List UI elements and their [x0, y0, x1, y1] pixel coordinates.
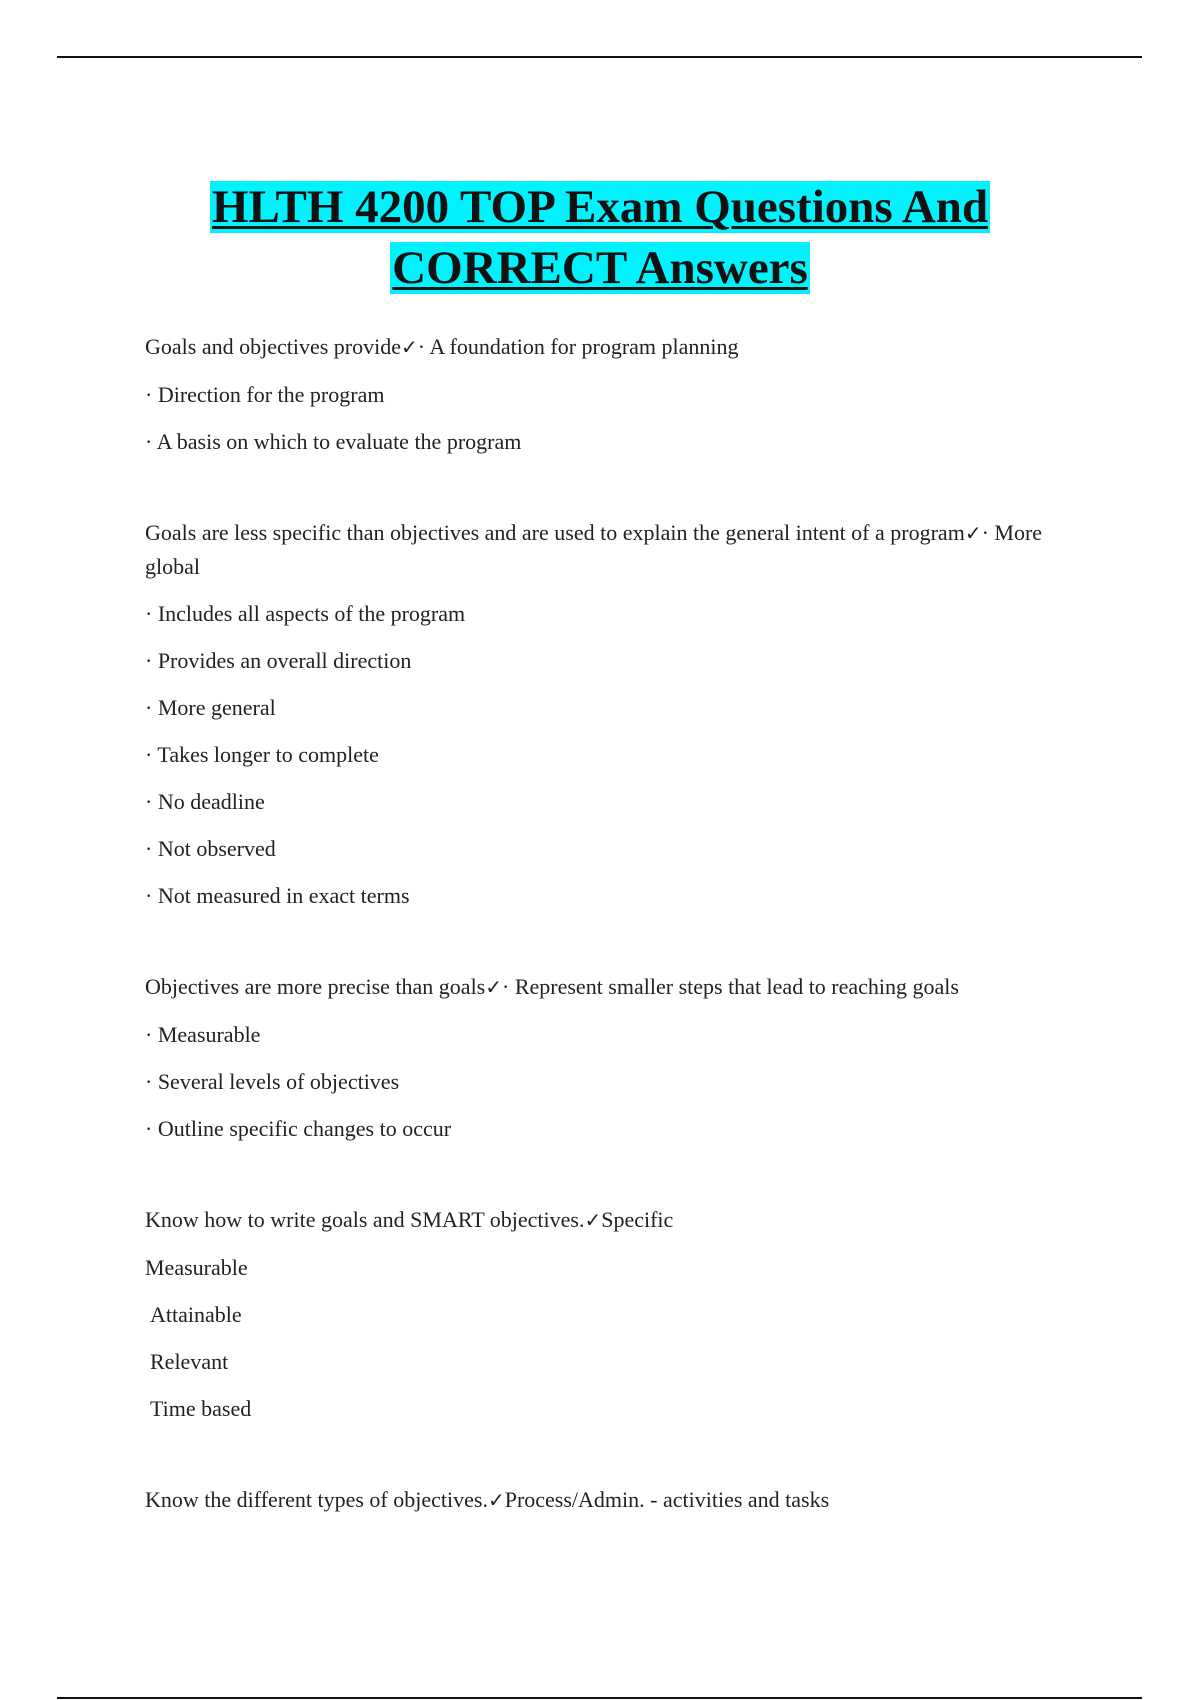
- check-mark-icon: ✓: [964, 521, 982, 545]
- check-mark-icon: ✓: [401, 335, 418, 359]
- qa-block: [145, 330, 1075, 458]
- question-line: [145, 330, 1075, 364]
- page-title: [0, 177, 1200, 299]
- answer-line: · Includes all aspects of the program: [145, 601, 466, 626]
- qa-block: [145, 1203, 1075, 1425]
- answer-line: · Direction for the program: [145, 382, 385, 407]
- answer-start: · A foundation for program planning: [417, 334, 739, 359]
- question-text: Goals are less specific than objectives and are used to explain the general intent of a program: [145, 520, 965, 545]
- question-text: Objectives are more precise than goals: [145, 974, 486, 999]
- answer-line: · No deadline: [145, 789, 265, 814]
- qa-block: [145, 970, 1075, 1145]
- answer-line: · Not observed: [145, 836, 276, 861]
- answer-start: Specific: [601, 1207, 674, 1232]
- question-line: [145, 1203, 1075, 1237]
- answer-line: Attainable: [150, 1302, 242, 1327]
- question-line: [145, 1483, 1075, 1517]
- answer-line: · Provides an overall direction: [145, 648, 412, 673]
- question-text: Know the different types of objectives.: [145, 1487, 488, 1512]
- answer-line: Time based: [150, 1396, 252, 1421]
- answer-line: · A basis on which to evaluate the program: [145, 429, 522, 454]
- answer-line: · Several levels of objectives: [145, 1069, 400, 1094]
- answer-start: · Represent smaller steps that lead to reaching goals: [502, 974, 959, 999]
- header-rule: [57, 56, 1142, 58]
- question-line: [145, 970, 1075, 1004]
- answer-line: Measurable: [145, 1255, 248, 1280]
- check-mark-icon: ✓: [485, 975, 503, 999]
- title-line-2: CORRECT Answers: [392, 242, 808, 295]
- check-mark-icon: ✓: [584, 1208, 602, 1232]
- title-line-1: HLTH 4200 TOP Exam Questions And: [211, 181, 989, 234]
- qa-list: [145, 330, 1075, 1551]
- footer-rule: [57, 1697, 1142, 1699]
- answer-line: · Not measured in exact terms: [145, 883, 410, 908]
- question-text: Know how to write goals and SMART objectives.: [145, 1207, 585, 1232]
- qa-block: [145, 1483, 1075, 1517]
- answer-line: Relevant: [150, 1349, 229, 1374]
- answer-line: · More general: [145, 695, 276, 720]
- question-text: Goals and objectives provide: [145, 334, 401, 359]
- answer-start: · More global: [145, 520, 1048, 579]
- qa-block: [145, 516, 1075, 912]
- answer-line: · Takes longer to complete: [145, 742, 379, 767]
- answer-line: · Measurable: [145, 1022, 261, 1047]
- question-line: [145, 516, 1075, 583]
- answer-line: · Outline specific changes to occur: [145, 1116, 452, 1141]
- answer-start: Process/Admin. - activities and tasks: [504, 1487, 830, 1512]
- check-mark-icon: ✓: [487, 1488, 505, 1512]
